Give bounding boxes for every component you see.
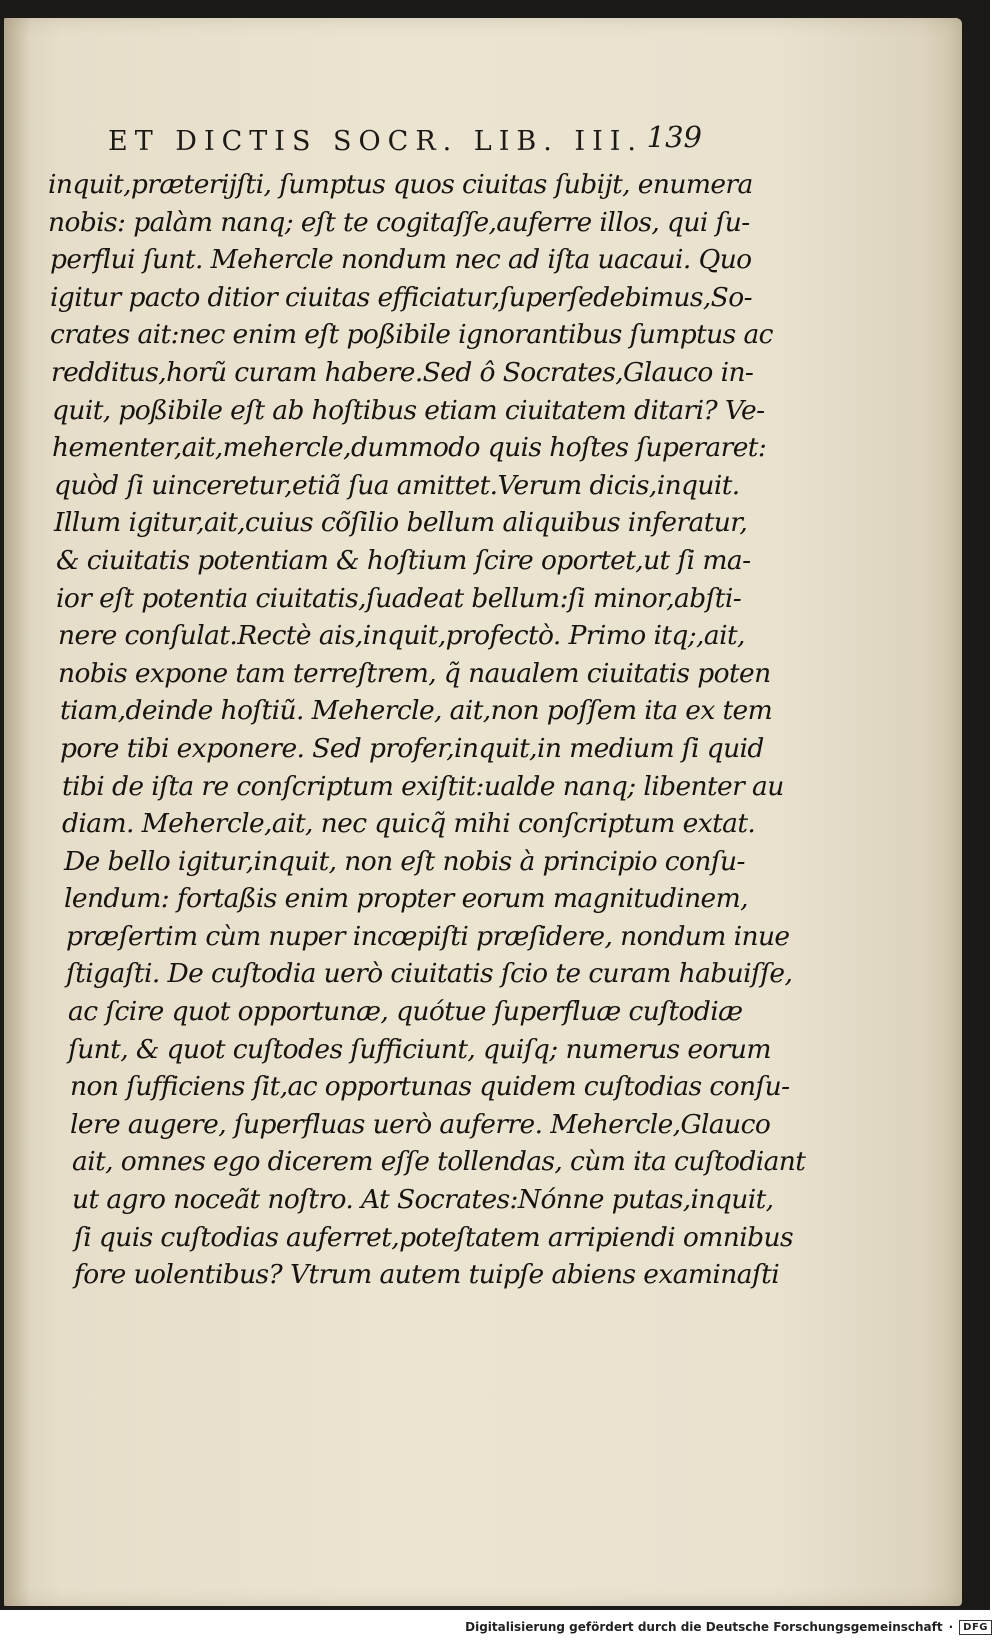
text-line: fore uolentibus? Vtrum autem tuipſe abiens examinaſti [74, 1259, 780, 1291]
text-line: ac ſcire quot opportunæ, quótue ſuperfluæ cuſtodiæ [68, 996, 743, 1028]
text-line: inquit,præterijſti, ſumptus quos ciuitas ſubijt, enumera [48, 169, 753, 200]
dfg-logo-icon: DFG [959, 1620, 992, 1635]
text-line: quit, poßibile eſt ab hoſtibus etiam ciuitatem ditari? Ve- [52, 394, 765, 426]
page-gutter-shadow [4, 18, 30, 1606]
text-line: ſtigaſti. De cuſtodia uerò ciuitatis ſcio te curam habuiſſe, [66, 958, 793, 990]
running-head: ET DICTIS SOCR. LIB. III. [108, 126, 643, 157]
text-line: ſunt, & quot cuſtodes ſufficiunt, quiſq; numerus eorum [68, 1033, 771, 1065]
text-line: crates ait:nec enim eſt poßibile ignorantibus ſumptus ac [50, 319, 773, 351]
text-line: quòd ſi uinceretur,etiã ſua amittet.Verum dicis,inquit. [54, 469, 740, 501]
text-line: tiam,deinde hoſtiũ. Mehercle, ait,non poſſem ita ex tem [60, 695, 773, 727]
page-header [108, 120, 702, 162]
text-line: hementer,ait,mehercle,dummodo quis hoſtes ſuperaret: [52, 432, 767, 464]
credit-text: Digitalisierung gefördert durch die Deutsche Forschungsgemeinschaft [465, 1620, 943, 1634]
digitization-credit [465, 1616, 992, 1638]
book-page [4, 18, 962, 1606]
text-line: diam. Mehercle,ait, nec quicq̃ mihi conſcriptum extat. [62, 808, 756, 840]
text-line: præſertim cùm nuper incœpiſti præſidere, nondum inue [66, 920, 790, 952]
text-line: nere conſulat.Rectè ais,inquit,profectò. Primo itq;,ait, [58, 620, 745, 652]
text-line: non ſufficiens ſit,ac opportunas quidem cuſtodias conſu- [70, 1071, 790, 1103]
text-line: lere augere, ſuperfluas uerò auferre. Mehercle,Glauco [70, 1108, 771, 1140]
text-line: De bello igitur,inquit, non eſt nobis à principio conſu- [64, 845, 745, 877]
text-line: Illum igitur,ait,cuius cõſilio bellum aliquibus inferatur, [54, 507, 748, 539]
text-line: perflui ſunt. Mehercle nondum nec ad iſta uacaui. Quo [50, 244, 752, 276]
text-line: pore tibi exponere. Sed profer,inquit,in medium ſi quid [60, 732, 764, 764]
text-line: & ciuitatis potentiam & hoſtium ſcire oportet,ut ſi ma- [56, 544, 751, 576]
text-line: redditus,horũ curam habere.Sed ô Socrates,Glauco in- [51, 356, 754, 388]
text-line: nobis: palàm nanq; eſt te cogitaſſe,auferre illos, qui ſu- [48, 206, 750, 238]
page-number: 139 [646, 120, 702, 154]
text-line: ſi quis cuſtodias auferret,poteſtatem arripiendi omnibus [74, 1221, 793, 1253]
text-line: tibi de iſta re conſcriptum exiſtit:ualde nanq; libenter au [62, 770, 784, 802]
text-line: ior eſt potentia ciuitatis,ſuadeat bellum:ſi minor,abſti- [56, 582, 742, 614]
body-text [48, 166, 806, 1294]
text-line: ut agro noceãt noſtro. At Socrates:Nónne putas,inquit, [72, 1184, 774, 1216]
text-line: lendum: fortaßis enim propter eorum magnitudinem, [64, 883, 748, 915]
text-line: igitur pacto ditior ciuitas efficiatur,ſuperſedebimus,So- [50, 281, 752, 313]
text-line: ait, omnes ego dicerem eſſe tollendas, cùm ita cuſtodiant [72, 1146, 806, 1178]
text-line: nobis expone tam terreſtrem, q̃ naualem ciuitatis poten [58, 657, 771, 689]
credit-separator: · [948, 1620, 954, 1634]
